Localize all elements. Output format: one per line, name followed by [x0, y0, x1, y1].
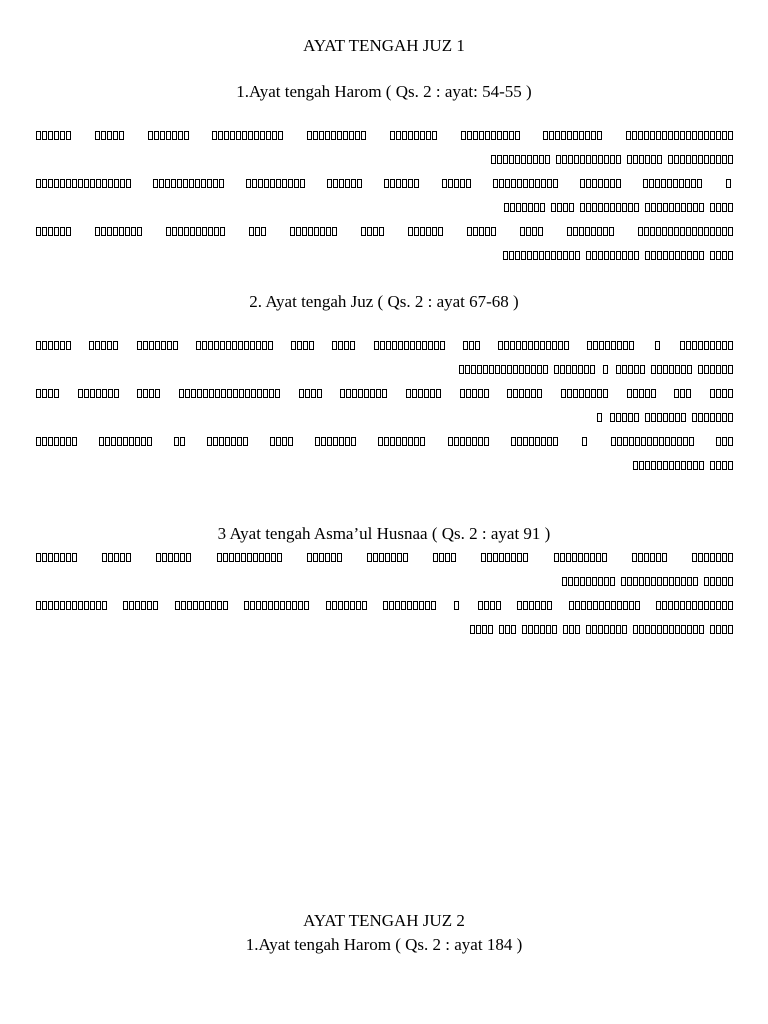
- section-heading: 1.Ayat tengah Harom ( Qs. 2 : ayat: 54-55 ): [236, 82, 532, 101]
- arabic-word: [36, 131, 71, 140]
- arabic-word: [643, 179, 702, 188]
- arabic-word: [543, 131, 602, 140]
- arabic-word: [692, 413, 733, 422]
- arabic-word: [270, 437, 293, 446]
- arabic-word: [406, 389, 441, 398]
- arabic-word: [99, 437, 152, 446]
- arabic-word: [470, 625, 493, 634]
- arabic-word: [367, 553, 408, 562]
- arabic-word: [520, 227, 543, 236]
- arabic-word: [390, 131, 437, 140]
- arabic-line: [36, 429, 733, 453]
- arabic-text-block: [36, 545, 733, 641]
- arabic-word: [179, 389, 280, 398]
- arabic-word: [249, 227, 266, 236]
- arabic-word: [481, 553, 528, 562]
- arabic-line: [36, 453, 733, 477]
- arabic-word: [562, 577, 615, 586]
- arabic-word: [290, 227, 337, 236]
- arabic-word: [332, 341, 355, 350]
- arabic-word: [580, 179, 621, 188]
- arabic-word: [137, 341, 178, 350]
- arabic-word: [668, 155, 733, 164]
- arabic-word: [563, 625, 580, 634]
- arabic-word: [374, 341, 445, 350]
- arabic-word: [698, 365, 733, 374]
- arabic-word: [315, 437, 356, 446]
- arabic-line: [36, 593, 733, 617]
- arabic-word: [503, 251, 580, 260]
- arabic-word: [692, 553, 733, 562]
- arabic-word: [102, 553, 131, 562]
- arabic-word: [95, 227, 142, 236]
- arabic-word: [587, 341, 634, 350]
- arabic-word: [704, 577, 733, 586]
- arabic-line: [36, 333, 733, 357]
- arabic-word: [378, 437, 425, 446]
- arabic-word: [340, 389, 387, 398]
- arabic-word: [511, 437, 558, 446]
- arabic-line: [36, 219, 733, 243]
- arabic-word: [36, 341, 71, 350]
- arabic-word: [517, 601, 552, 610]
- arabic-word: [408, 227, 443, 236]
- arabic-word: [710, 461, 733, 470]
- arabic-text-block: [36, 123, 733, 267]
- arabic-word: [616, 365, 645, 374]
- arabic-word: [459, 365, 548, 374]
- arabic-word: [212, 131, 283, 140]
- arabic-word: [656, 601, 733, 610]
- arabic-word: [710, 203, 733, 212]
- missing-glyph-box: [603, 365, 608, 374]
- arabic-word: [36, 437, 77, 446]
- arabic-word: [567, 227, 614, 236]
- arabic-word: [78, 389, 119, 398]
- arabic-line: [36, 357, 733, 381]
- arabic-word: [645, 413, 686, 422]
- arabic-word: [627, 155, 662, 164]
- arabic-line: [36, 617, 733, 641]
- arabic-word: [586, 251, 639, 260]
- arabic-line: [36, 381, 733, 405]
- arabic-word: [580, 203, 639, 212]
- missing-glyph-box: [655, 341, 660, 350]
- section-heading: 1.Ayat tengah Harom ( Qs. 2 : ayat 184 ): [245, 935, 523, 954]
- arabic-word: [507, 389, 542, 398]
- arabic-word: [586, 625, 627, 634]
- arabic-word: [299, 389, 322, 398]
- arabic-word: [710, 251, 733, 260]
- arabic-word: [442, 179, 471, 188]
- arabic-word: [491, 155, 550, 164]
- arabic-word: [674, 389, 691, 398]
- missing-glyph-box: [582, 437, 587, 446]
- arabic-word: [36, 227, 71, 236]
- juz1-title: AYAT TENGAH JUZ 1: [303, 36, 465, 55]
- arabic-word: [498, 341, 569, 350]
- section-heading: 3 Ayat tengah Asma’ul Husnaa ( Qs. 2 : ayat 91 ): [217, 524, 551, 543]
- arabic-word: [710, 389, 733, 398]
- arabic-word: [123, 601, 158, 610]
- arabic-word: [89, 341, 118, 350]
- missing-glyph-box: [597, 413, 602, 422]
- arabic-line: [36, 405, 733, 429]
- arabic-word: [166, 227, 225, 236]
- arabic-word: [638, 227, 733, 236]
- arabic-word: [680, 341, 733, 350]
- arabic-word: [478, 601, 501, 610]
- arabic-word: [137, 389, 160, 398]
- arabic-word: [36, 389, 59, 398]
- arabic-word: [384, 179, 419, 188]
- arabic-word: [561, 389, 608, 398]
- arabic-word: [95, 131, 124, 140]
- arabic-word: [196, 341, 273, 350]
- arabic-text-block: [36, 333, 733, 477]
- arabic-word: [551, 203, 574, 212]
- arabic-word: [156, 553, 191, 562]
- arabic-word: [36, 179, 131, 188]
- arabic-word: [460, 389, 489, 398]
- arabic-word: [291, 341, 314, 350]
- arabic-word: [645, 251, 704, 260]
- arabic-word: [467, 227, 496, 236]
- arabic-line: [36, 147, 733, 171]
- arabic-word: [626, 131, 733, 140]
- arabic-word: [207, 437, 248, 446]
- arabic-word: [611, 437, 694, 446]
- arabic-line: [36, 569, 733, 593]
- arabic-word: [36, 553, 77, 562]
- arabic-line: [36, 195, 733, 219]
- arabic-word: [716, 437, 733, 446]
- arabic-word: [569, 601, 640, 610]
- missing-glyph-box: [454, 601, 459, 610]
- arabic-word: [493, 179, 558, 188]
- arabic-word: [448, 437, 489, 446]
- arabic-line: [36, 545, 733, 569]
- arabic-line: [36, 243, 733, 267]
- arabic-word: [504, 203, 545, 212]
- arabic-word: [461, 131, 520, 140]
- arabic-word: [153, 179, 224, 188]
- arabic-word: [633, 625, 704, 634]
- arabic-word: [148, 131, 189, 140]
- arabic-word: [651, 365, 692, 374]
- arabic-word: [307, 131, 366, 140]
- arabic-word: [627, 389, 656, 398]
- arabic-word: [327, 179, 362, 188]
- arabic-word: [633, 461, 704, 470]
- arabic-word: [710, 625, 733, 634]
- juz2-title: AYAT TENGAH JUZ 2: [303, 911, 465, 930]
- missing-glyph-box: [726, 179, 731, 188]
- arabic-word: [326, 601, 367, 610]
- arabic-line: [36, 171, 733, 195]
- arabic-word: [499, 625, 516, 634]
- arabic-word: [554, 553, 607, 562]
- arabic-word: [361, 227, 384, 236]
- arabic-word: [383, 601, 436, 610]
- arabic-word: [307, 553, 342, 562]
- arabic-word: [36, 601, 107, 610]
- arabic-word: [621, 577, 698, 586]
- arabic-word: [610, 413, 639, 422]
- arabic-word: [556, 155, 621, 164]
- arabic-word: [645, 203, 704, 212]
- arabic-line: [36, 123, 733, 147]
- arabic-word: [433, 553, 456, 562]
- arabic-word: [554, 365, 595, 374]
- arabic-word: [246, 179, 305, 188]
- arabic-word: [522, 625, 557, 634]
- arabic-word: [463, 341, 480, 350]
- arabic-word: [175, 601, 228, 610]
- arabic-word: [174, 437, 185, 446]
- arabic-word: [244, 601, 309, 610]
- section-heading: 2. Ayat tengah Juz ( Qs. 2 : ayat 67-68 ): [249, 292, 519, 311]
- arabic-word: [632, 553, 667, 562]
- arabic-word: [217, 553, 282, 562]
